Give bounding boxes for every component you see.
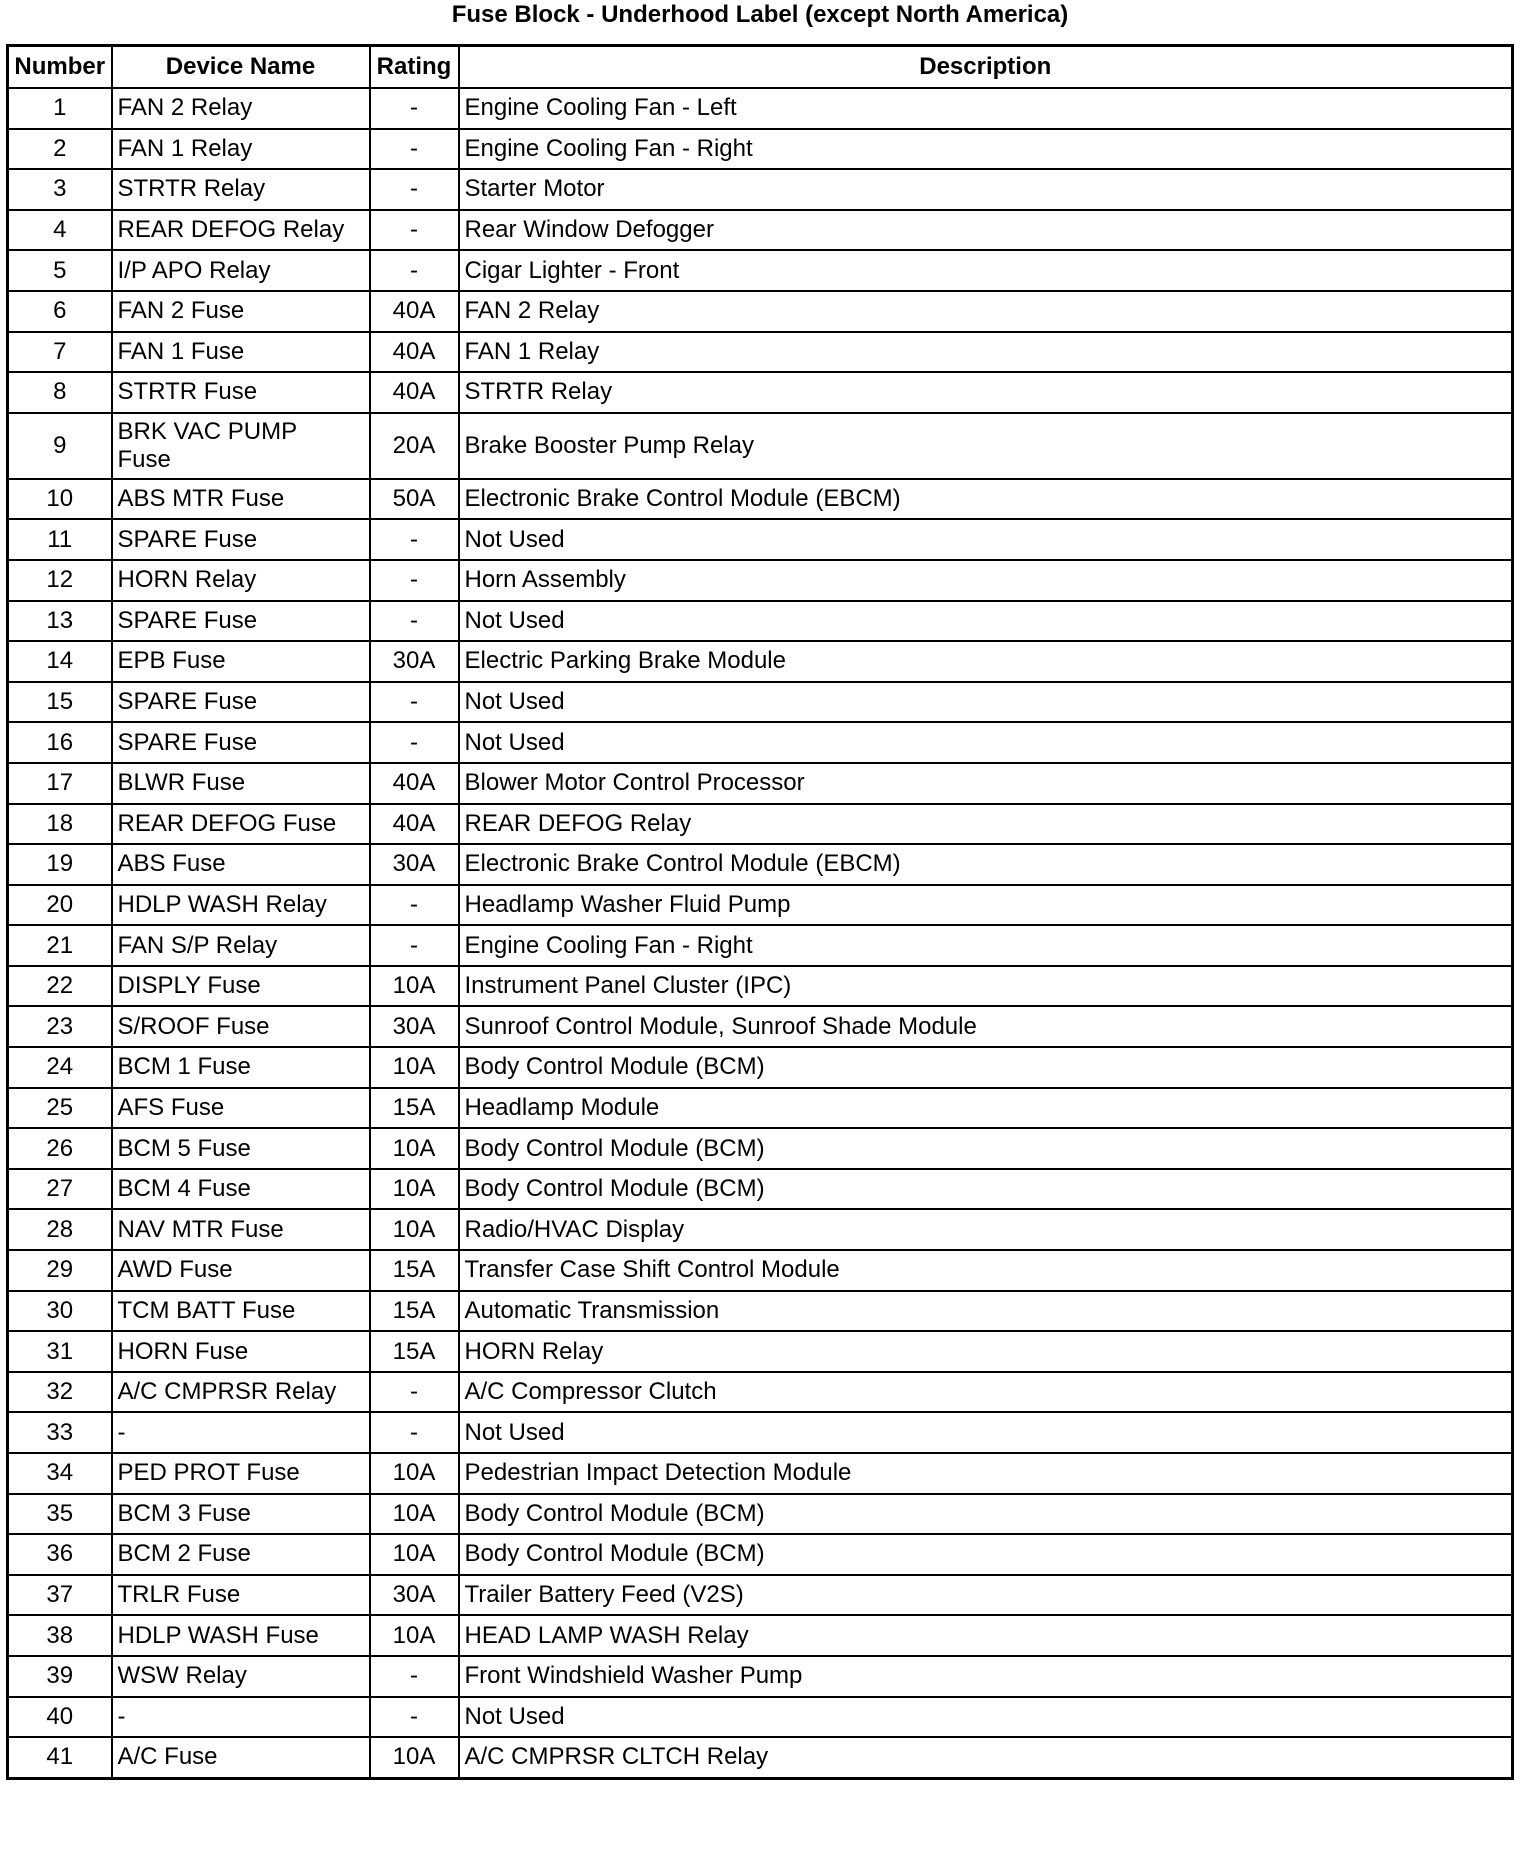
cell-device-name: BCM 3 Fuse bbox=[112, 1494, 370, 1535]
cell-rating: - bbox=[370, 1412, 459, 1453]
cell-device-name: STRTR Relay bbox=[112, 169, 370, 210]
cell-description: Not Used bbox=[459, 722, 1513, 763]
cell-description: Engine Cooling Fan - Right bbox=[459, 925, 1513, 966]
cell-number: 25 bbox=[8, 1088, 112, 1129]
cell-device-name: AWD Fuse bbox=[112, 1250, 370, 1291]
cell-description: Instrument Panel Cluster (IPC) bbox=[459, 966, 1513, 1007]
cell-number: 23 bbox=[8, 1006, 112, 1047]
fuse-table bbox=[6, 44, 1514, 1780]
table-row bbox=[8, 519, 1513, 560]
cell-number: 1 bbox=[8, 88, 112, 129]
cell-rating: - bbox=[370, 1656, 459, 1697]
cell-number: 28 bbox=[8, 1209, 112, 1250]
cell-number: 18 bbox=[8, 804, 112, 845]
cell-number: 11 bbox=[8, 519, 112, 560]
cell-description: REAR DEFOG Relay bbox=[459, 804, 1513, 845]
table-row bbox=[8, 413, 1513, 479]
cell-device-name: FAN 2 Fuse bbox=[112, 291, 370, 332]
cell-rating: 40A bbox=[370, 763, 459, 804]
cell-rating: 10A bbox=[370, 1534, 459, 1575]
table-row bbox=[8, 1250, 1513, 1291]
cell-device-name: ABS Fuse bbox=[112, 844, 370, 885]
cell-device-name: BCM 4 Fuse bbox=[112, 1169, 370, 1210]
cell-description: HORN Relay bbox=[459, 1331, 1513, 1372]
cell-number: 17 bbox=[8, 763, 112, 804]
cell-description: Not Used bbox=[459, 682, 1513, 723]
cell-description: Body Control Module (BCM) bbox=[459, 1128, 1513, 1169]
cell-device-name: HORN Fuse bbox=[112, 1331, 370, 1372]
cell-number: 26 bbox=[8, 1128, 112, 1169]
cell-rating: - bbox=[370, 722, 459, 763]
cell-rating: - bbox=[370, 885, 459, 926]
cell-rating: - bbox=[370, 519, 459, 560]
cell-description: Not Used bbox=[459, 1697, 1513, 1738]
cell-number: 4 bbox=[8, 210, 112, 251]
cell-description: Blower Motor Control Processor bbox=[459, 763, 1513, 804]
table-header bbox=[8, 46, 1513, 89]
cell-device-name: I/P APO Relay bbox=[112, 250, 370, 291]
cell-rating: 20A bbox=[370, 413, 459, 479]
table-row bbox=[8, 1006, 1513, 1047]
cell-rating: 15A bbox=[370, 1088, 459, 1129]
cell-number: 22 bbox=[8, 966, 112, 1007]
table-row bbox=[8, 1412, 1513, 1453]
cell-device-name: PED PROT Fuse bbox=[112, 1453, 370, 1494]
cell-rating: - bbox=[370, 88, 459, 129]
cell-rating: - bbox=[370, 560, 459, 601]
cell-number: 31 bbox=[8, 1331, 112, 1372]
cell-rating: - bbox=[370, 169, 459, 210]
cell-device-name: AFS Fuse bbox=[112, 1088, 370, 1129]
cell-number: 2 bbox=[8, 129, 112, 170]
cell-description: Horn Assembly bbox=[459, 560, 1513, 601]
cell-rating: - bbox=[370, 925, 459, 966]
cell-device-name: STRTR Fuse bbox=[112, 372, 370, 413]
cell-number: 12 bbox=[8, 560, 112, 601]
cell-number: 36 bbox=[8, 1534, 112, 1575]
cell-rating: 15A bbox=[370, 1250, 459, 1291]
cell-device-name: A/C Fuse bbox=[112, 1737, 370, 1778]
cell-rating: 10A bbox=[370, 1128, 459, 1169]
cell-rating: 30A bbox=[370, 641, 459, 682]
cell-description: Not Used bbox=[459, 601, 1513, 642]
table-row bbox=[8, 1372, 1513, 1413]
cell-device-name: ABS MTR Fuse bbox=[112, 479, 370, 520]
cell-description: Engine Cooling Fan - Left bbox=[459, 88, 1513, 129]
cell-rating: 40A bbox=[370, 291, 459, 332]
cell-number: 10 bbox=[8, 479, 112, 520]
table-row bbox=[8, 1737, 1513, 1778]
cell-description: Electric Parking Brake Module bbox=[459, 641, 1513, 682]
cell-number: 34 bbox=[8, 1453, 112, 1494]
cell-device-name: SPARE Fuse bbox=[112, 682, 370, 723]
cell-rating: - bbox=[370, 250, 459, 291]
cell-description: Not Used bbox=[459, 519, 1513, 560]
cell-number: 40 bbox=[8, 1697, 112, 1738]
cell-rating: 15A bbox=[370, 1331, 459, 1372]
cell-rating: 10A bbox=[370, 1047, 459, 1088]
cell-device-name: EPB Fuse bbox=[112, 641, 370, 682]
table-row bbox=[8, 1047, 1513, 1088]
cell-rating: - bbox=[370, 1697, 459, 1738]
table-row bbox=[8, 682, 1513, 723]
table-row bbox=[8, 804, 1513, 845]
table-row bbox=[8, 88, 1513, 129]
cell-rating: 10A bbox=[370, 1209, 459, 1250]
cell-rating: 10A bbox=[370, 1169, 459, 1210]
cell-rating: - bbox=[370, 129, 459, 170]
cell-description: Not Used bbox=[459, 1412, 1513, 1453]
cell-number: 24 bbox=[8, 1047, 112, 1088]
table-row bbox=[8, 1088, 1513, 1129]
cell-device-name: FAN 1 Relay bbox=[112, 129, 370, 170]
table-row bbox=[8, 372, 1513, 413]
cell-number: 9 bbox=[8, 413, 112, 479]
table-row bbox=[8, 641, 1513, 682]
cell-rating: 40A bbox=[370, 372, 459, 413]
header-description: Description bbox=[459, 46, 1513, 89]
cell-device-name: FAN 1 Fuse bbox=[112, 332, 370, 373]
cell-number: 30 bbox=[8, 1291, 112, 1332]
cell-number: 37 bbox=[8, 1575, 112, 1616]
cell-description: Front Windshield Washer Pump bbox=[459, 1656, 1513, 1697]
cell-rating: 40A bbox=[370, 332, 459, 373]
cell-device-name: A/C CMPRSR Relay bbox=[112, 1372, 370, 1413]
cell-device-name: BRK VAC PUMP Fuse bbox=[112, 413, 370, 479]
cell-number: 20 bbox=[8, 885, 112, 926]
cell-number: 3 bbox=[8, 169, 112, 210]
cell-description: Body Control Module (BCM) bbox=[459, 1494, 1513, 1535]
cell-rating: 10A bbox=[370, 1494, 459, 1535]
table-row bbox=[8, 250, 1513, 291]
cell-number: 41 bbox=[8, 1737, 112, 1778]
cell-description: Body Control Module (BCM) bbox=[459, 1169, 1513, 1210]
cell-description: Engine Cooling Fan - Right bbox=[459, 129, 1513, 170]
cell-description: Automatic Transmission bbox=[459, 1291, 1513, 1332]
table-row bbox=[8, 1453, 1513, 1494]
cell-number: 32 bbox=[8, 1372, 112, 1413]
table-row bbox=[8, 560, 1513, 601]
cell-rating: - bbox=[370, 1372, 459, 1413]
cell-rating: - bbox=[370, 682, 459, 723]
cell-description: STRTR Relay bbox=[459, 372, 1513, 413]
cell-description: Transfer Case Shift Control Module bbox=[459, 1250, 1513, 1291]
cell-rating: 10A bbox=[370, 1615, 459, 1656]
cell-device-name: BLWR Fuse bbox=[112, 763, 370, 804]
cell-description: Cigar Lighter - Front bbox=[459, 250, 1513, 291]
cell-description: A/C CMPRSR CLTCH Relay bbox=[459, 1737, 1513, 1778]
cell-description: A/C Compressor Clutch bbox=[459, 1372, 1513, 1413]
cell-device-name: DISPLY Fuse bbox=[112, 966, 370, 1007]
table-row bbox=[8, 601, 1513, 642]
cell-device-name: HDLP WASH Fuse bbox=[112, 1615, 370, 1656]
cell-device-name: - bbox=[112, 1697, 370, 1738]
table-row bbox=[8, 885, 1513, 926]
table-row bbox=[8, 1331, 1513, 1372]
cell-description: Headlamp Module bbox=[459, 1088, 1513, 1129]
cell-number: 27 bbox=[8, 1169, 112, 1210]
cell-device-name: REAR DEFOG Relay bbox=[112, 210, 370, 251]
cell-device-name: HORN Relay bbox=[112, 560, 370, 601]
table-row bbox=[8, 763, 1513, 804]
cell-rating: 10A bbox=[370, 1453, 459, 1494]
cell-rating: 15A bbox=[370, 1291, 459, 1332]
cell-description: Sunroof Control Module, Sunroof Shade Module bbox=[459, 1006, 1513, 1047]
cell-description: HEAD LAMP WASH Relay bbox=[459, 1615, 1513, 1656]
cell-description: Body Control Module (BCM) bbox=[459, 1534, 1513, 1575]
header-row bbox=[8, 46, 1513, 89]
cell-device-name: S/ROOF Fuse bbox=[112, 1006, 370, 1047]
cell-rating: 30A bbox=[370, 1006, 459, 1047]
cell-device-name: BCM 2 Fuse bbox=[112, 1534, 370, 1575]
cell-number: 5 bbox=[8, 250, 112, 291]
table-row bbox=[8, 966, 1513, 1007]
table-row bbox=[8, 210, 1513, 251]
cell-description: Radio/HVAC Display bbox=[459, 1209, 1513, 1250]
cell-device-name: BCM 5 Fuse bbox=[112, 1128, 370, 1169]
cell-device-name: BCM 1 Fuse bbox=[112, 1047, 370, 1088]
cell-device-name: TCM BATT Fuse bbox=[112, 1291, 370, 1332]
cell-device-name: HDLP WASH Relay bbox=[112, 885, 370, 926]
table-row bbox=[8, 1656, 1513, 1697]
cell-rating: 40A bbox=[370, 804, 459, 845]
table-row bbox=[8, 722, 1513, 763]
table-row bbox=[8, 1209, 1513, 1250]
cell-description: Body Control Module (BCM) bbox=[459, 1047, 1513, 1088]
cell-description: Trailer Battery Feed (V2S) bbox=[459, 1575, 1513, 1616]
cell-number: 15 bbox=[8, 682, 112, 723]
header-number: Number bbox=[8, 46, 112, 89]
table-row bbox=[8, 1615, 1513, 1656]
table-body bbox=[8, 88, 1513, 1778]
cell-description: FAN 1 Relay bbox=[459, 332, 1513, 373]
table-row bbox=[8, 925, 1513, 966]
cell-number: 35 bbox=[8, 1494, 112, 1535]
cell-description: Starter Motor bbox=[459, 169, 1513, 210]
cell-number: 13 bbox=[8, 601, 112, 642]
cell-description: FAN 2 Relay bbox=[459, 291, 1513, 332]
table-row bbox=[8, 1534, 1513, 1575]
cell-number: 19 bbox=[8, 844, 112, 885]
cell-rating: 10A bbox=[370, 1737, 459, 1778]
cell-number: 29 bbox=[8, 1250, 112, 1291]
table-row bbox=[8, 1291, 1513, 1332]
cell-device-name: FAN S/P Relay bbox=[112, 925, 370, 966]
cell-rating: 30A bbox=[370, 844, 459, 885]
header-device-name: Device Name bbox=[112, 46, 370, 89]
table-row bbox=[8, 291, 1513, 332]
table-row bbox=[8, 1575, 1513, 1616]
cell-number: 8 bbox=[8, 372, 112, 413]
cell-rating: 10A bbox=[370, 966, 459, 1007]
cell-rating: 30A bbox=[370, 1575, 459, 1616]
cell-number: 14 bbox=[8, 641, 112, 682]
cell-device-name: - bbox=[112, 1412, 370, 1453]
table-row bbox=[8, 1128, 1513, 1169]
table-row bbox=[8, 332, 1513, 373]
cell-number: 33 bbox=[8, 1412, 112, 1453]
table-row bbox=[8, 1169, 1513, 1210]
table-row bbox=[8, 169, 1513, 210]
cell-number: 38 bbox=[8, 1615, 112, 1656]
cell-device-name: REAR DEFOG Fuse bbox=[112, 804, 370, 845]
cell-device-name: SPARE Fuse bbox=[112, 519, 370, 560]
page-title: Fuse Block - Underhood Label (except North America) bbox=[451, 1, 1069, 28]
cell-description: Electronic Brake Control Module (EBCM) bbox=[459, 844, 1513, 885]
cell-rating: - bbox=[370, 601, 459, 642]
cell-description: Electronic Brake Control Module (EBCM) bbox=[459, 479, 1513, 520]
cell-number: 6 bbox=[8, 291, 112, 332]
cell-number: 16 bbox=[8, 722, 112, 763]
cell-device-name: NAV MTR Fuse bbox=[112, 1209, 370, 1250]
cell-device-name: SPARE Fuse bbox=[112, 601, 370, 642]
cell-description: Rear Window Defogger bbox=[459, 210, 1513, 251]
table-row bbox=[8, 1697, 1513, 1738]
table-row bbox=[8, 1494, 1513, 1535]
cell-number: 39 bbox=[8, 1656, 112, 1697]
header-rating: Rating bbox=[370, 46, 459, 89]
cell-rating: - bbox=[370, 210, 459, 251]
table-row bbox=[8, 479, 1513, 520]
table-row bbox=[8, 129, 1513, 170]
cell-device-name: WSW Relay bbox=[112, 1656, 370, 1697]
cell-number: 21 bbox=[8, 925, 112, 966]
cell-device-name: TRLR Fuse bbox=[112, 1575, 370, 1616]
cell-device-name: SPARE Fuse bbox=[112, 722, 370, 763]
cell-device-name: FAN 2 Relay bbox=[112, 88, 370, 129]
cell-description: Brake Booster Pump Relay bbox=[459, 413, 1513, 479]
cell-description: Pedestrian Impact Detection Module bbox=[459, 1453, 1513, 1494]
cell-rating: 50A bbox=[370, 479, 459, 520]
cell-number: 7 bbox=[8, 332, 112, 373]
cell-description: Headlamp Washer Fluid Pump bbox=[459, 885, 1513, 926]
table-row bbox=[8, 844, 1513, 885]
